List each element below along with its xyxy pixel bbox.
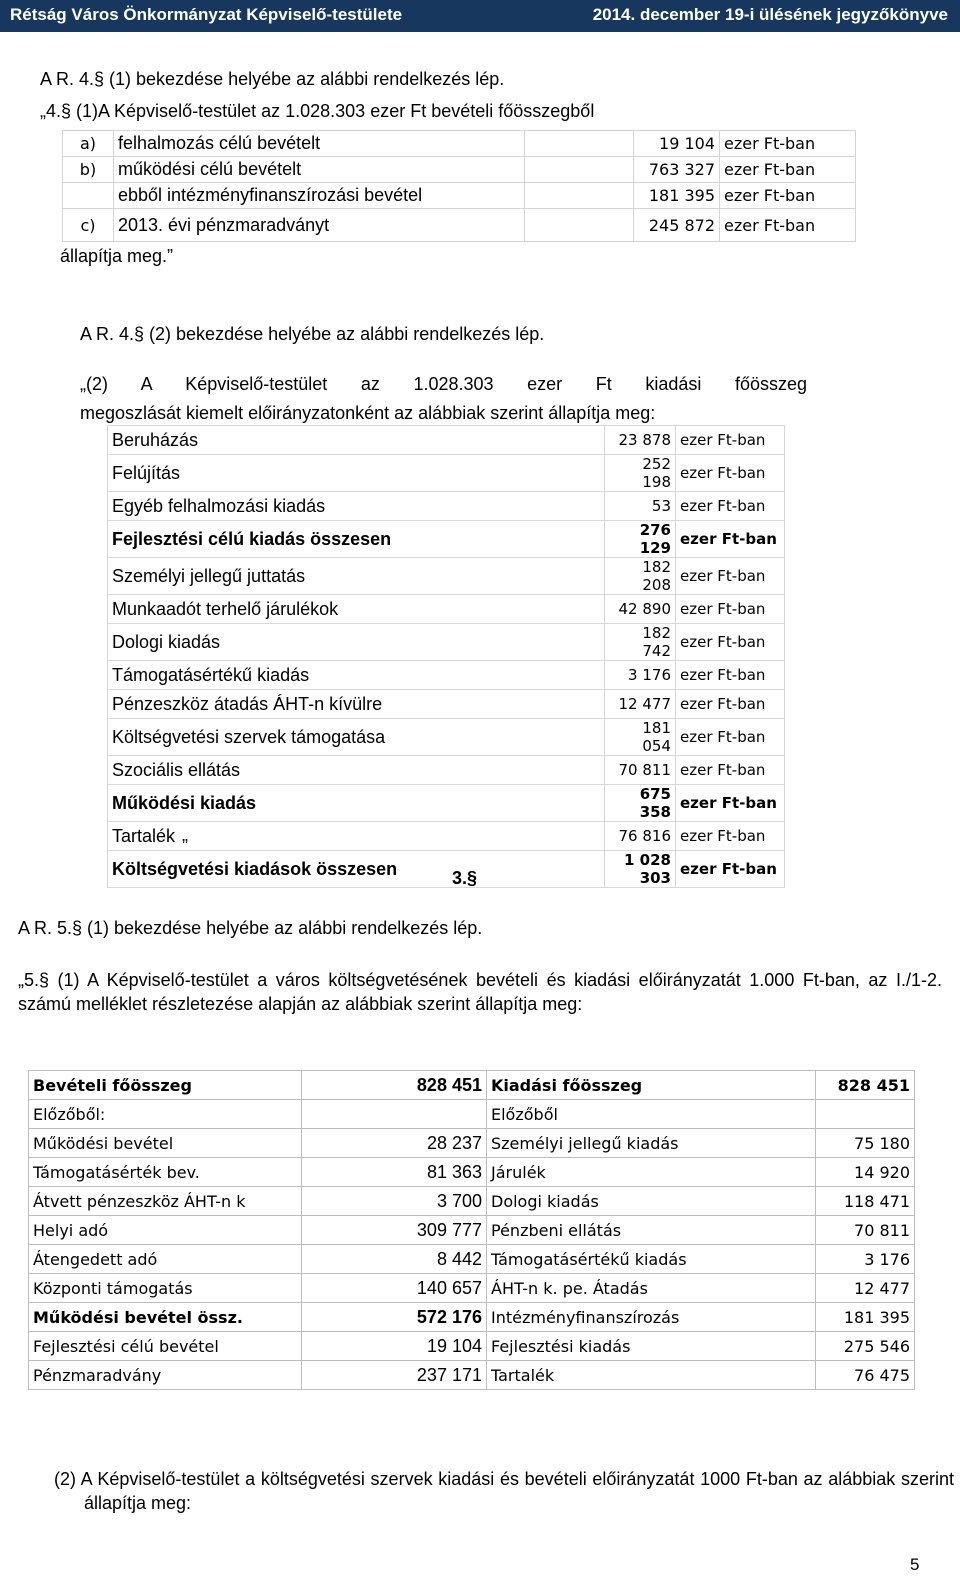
s2-intro: A R. 4.§ (2) bekezdése helyébe az alábbi rendelkezés lép. — [80, 324, 545, 344]
budget-revenue-value: 140 657 — [302, 1274, 487, 1303]
expense-unit: ezer Ft-ban — [676, 785, 785, 822]
revenue-spacer — [525, 157, 634, 183]
budget-expense-label: Dologi kiadás — [487, 1187, 816, 1216]
budget-revenue-value: 19 104 — [302, 1332, 487, 1361]
budget-revenue-label: Pénzmaradvány — [29, 1361, 302, 1390]
revenue-letter: b) — [63, 157, 114, 183]
budget-expense-label: Támogatásértékű kiadás — [487, 1245, 816, 1274]
revenue-description: ebből intézményfinanszírozási bevétel — [114, 183, 525, 209]
expense-row — [108, 822, 785, 851]
expense-unit: ezer Ft-ban — [676, 426, 785, 455]
budget-revenue-label: Átengedett adó — [29, 1245, 302, 1274]
expense-row — [108, 690, 785, 719]
expense-label: Költségvetési kiadások összesen — [108, 851, 605, 888]
revenue-value: 181 395 — [634, 183, 720, 209]
expense-label: Egyéb felhalmozási kiadás — [108, 492, 605, 521]
budget-revenue-label: Fejlesztési célú bevétel — [29, 1332, 302, 1361]
expense-label: Beruházás — [108, 426, 605, 455]
expense-unit: ezer Ft-ban — [676, 521, 785, 558]
expense-row — [108, 455, 785, 492]
budget-expense-label: Kiadási főösszeg — [487, 1071, 816, 1100]
s3-paragraph: „5.§ (1) A Képviselő-testület a város költségvetésének bevételi és kiadási előirányzatát 1.000 Ft-ban, az I./1-2. számú melléklet részletezése alapján az alábbiak szerint állapítja meg: — [18, 970, 942, 1014]
budget-row — [29, 1187, 915, 1216]
budget-expense-label: Előzőből — [487, 1100, 816, 1129]
budget-row — [29, 1303, 915, 1332]
s2-closing: ” — [182, 836, 188, 856]
budget-expense-value: 76 475 — [816, 1361, 915, 1390]
expense-row — [108, 595, 785, 624]
expense-unit: ezer Ft-ban — [676, 558, 785, 595]
budget-row — [29, 1245, 915, 1274]
budget-row — [29, 1071, 915, 1100]
expense-unit: ezer Ft-ban — [676, 492, 785, 521]
expense-row — [108, 558, 785, 595]
expense-label: Tartalék — [108, 822, 605, 851]
revenue-spacer — [525, 209, 634, 242]
revenue-unit: ezer Ft-ban — [720, 209, 856, 242]
expense-unit: ezer Ft-ban — [676, 756, 785, 785]
budget-revenue-value: 309 777 — [302, 1216, 487, 1245]
revenue-row — [63, 209, 856, 242]
expense-label: Pénzeszköz átadás ÁHT-n kívülre — [108, 690, 605, 719]
expense-value: 276 129 — [605, 521, 676, 558]
budget-expense-value: 181 395 — [816, 1303, 915, 1332]
expenses-table — [107, 425, 785, 888]
expense-label: Támogatásértékű kiadás — [108, 661, 605, 690]
budget-revenue-value: 28 237 — [302, 1129, 487, 1158]
expense-row — [108, 756, 785, 785]
revenue-letter: c) — [63, 209, 114, 242]
s3-paragraph-2: (2) A Képviselő-testület a költségvetési szervek kiadási és bevételi előirányzatát 1000 Ft-ban az alábbiak szerint állapítja meg: — [54, 1469, 954, 1513]
budget-expense-label: Tartalék — [487, 1361, 816, 1390]
budget-expense-label: ÁHT-n k. pe. Átadás — [487, 1274, 816, 1303]
budget-revenue-label: Átvett pénzeszköz ÁHT-n k — [29, 1187, 302, 1216]
budget-revenue-value: 8 442 — [302, 1245, 487, 1274]
expense-label: Dologi kiadás — [108, 624, 605, 661]
expense-label: Fejlesztési célú kiadás összesen — [108, 521, 605, 558]
revenue-description: felhalmozás célú bevételt — [114, 131, 525, 157]
revenue-description: működési célú bevételt — [114, 157, 525, 183]
page-number: 5 — [910, 1555, 920, 1574]
expense-unit: ezer Ft-ban — [676, 624, 785, 661]
budget-revenue-label: Működési bevétel — [29, 1129, 302, 1158]
budget-revenue-label: Bevételi főösszeg — [29, 1071, 302, 1100]
expense-value: 182 208 — [605, 558, 676, 595]
budget-expense-value: 75 180 — [816, 1129, 915, 1158]
revenue-unit: ezer Ft-ban — [720, 157, 856, 183]
expense-unit: ezer Ft-ban — [676, 455, 785, 492]
expense-label: Szociális ellátás — [108, 756, 605, 785]
budget-expense-value: 828 451 — [816, 1071, 915, 1100]
budget-expense-label: Pénzbeni ellátás — [487, 1216, 816, 1245]
revenue-unit: ezer Ft-ban — [720, 183, 856, 209]
budget-revenue-value: 237 171 — [302, 1361, 487, 1390]
expense-value: 76 816 — [605, 822, 676, 851]
budget-expense-value: 12 477 — [816, 1274, 915, 1303]
expense-value: 182 742 — [605, 624, 676, 661]
budget-expense-label: Fejlesztési kiadás — [487, 1332, 816, 1361]
expense-row — [108, 661, 785, 690]
budget-expense-value: 14 920 — [816, 1158, 915, 1187]
budget-expense-value: 275 546 — [816, 1332, 915, 1361]
expense-value: 70 811 — [605, 756, 676, 785]
revenue-row — [63, 157, 856, 183]
s1-closing: állapítja meg.” — [60, 246, 174, 266]
expense-unit: ezer Ft-ban — [676, 719, 785, 756]
expense-row — [108, 521, 785, 558]
expense-label: Személyi jellegű juttatás — [108, 558, 605, 595]
budget-expense-value — [816, 1100, 915, 1129]
page-header — [0, 0, 960, 32]
budget-revenue-label: Támogatásérték bev. — [29, 1158, 302, 1187]
expense-value: 181 054 — [605, 719, 676, 756]
expense-label: Költségvetési szervek támogatása — [108, 719, 605, 756]
budget-row — [29, 1332, 915, 1361]
s1-intro: A R. 4.§ (1) bekezdése helyébe az alábbi rendelkezés lép. — [40, 69, 505, 89]
revenue-value: 763 327 — [634, 157, 720, 183]
s3-intro: A R. 5.§ (1) bekezdése helyébe az alábbi rendelkezés lép. — [18, 918, 483, 938]
expense-value: 3 176 — [605, 661, 676, 690]
revenue-description: 2013. évi pénzmaradványt — [114, 209, 525, 242]
s2-paragraph-line1: „(2) A Képviselő-testület az 1.028.303 ezer Ft kiadási főösszeg — [80, 374, 807, 394]
expense-row — [108, 719, 785, 756]
expense-unit: ezer Ft-ban — [676, 851, 785, 888]
expense-row — [108, 785, 785, 822]
budget-revenue-label: Előzőből: — [29, 1100, 302, 1129]
expense-row — [108, 851, 785, 888]
revenue-table — [62, 130, 856, 242]
budget-revenue-value: 572 176 — [302, 1303, 487, 1332]
revenue-spacer — [525, 131, 634, 157]
expense-value: 675 358 — [605, 785, 676, 822]
expense-unit: ezer Ft-ban — [676, 661, 785, 690]
expense-row — [108, 492, 785, 521]
revenue-value: 245 872 — [634, 209, 720, 242]
revenue-unit: ezer Ft-ban — [720, 131, 856, 157]
revenue-row — [63, 131, 856, 157]
expense-value: 1 028 303 — [605, 851, 676, 888]
expense-value: 23 878 — [605, 426, 676, 455]
expense-label: Munkaadót terhelő járulékok — [108, 595, 605, 624]
s1-paragraph: „4.§ (1)A Képviselő-testület az 1.028.303 ezer Ft bevételi főösszegből — [40, 101, 595, 121]
revenue-value: 19 104 — [634, 131, 720, 157]
budget-revenue-label: Működési bevétel össz. — [29, 1303, 302, 1332]
budget-revenue-label: Központi támogatás — [29, 1274, 302, 1303]
budget-expense-label: Járulék — [487, 1158, 816, 1187]
expense-value: 42 890 — [605, 595, 676, 624]
budget-row — [29, 1100, 915, 1129]
budget-row — [29, 1274, 915, 1303]
header-council-name: Rétság Város Önkormányzat Képviselő-testülete — [10, 5, 403, 24]
budget-revenue-value: 828 451 — [302, 1071, 487, 1100]
revenue-spacer — [525, 183, 634, 209]
expense-unit: ezer Ft-ban — [676, 690, 785, 719]
budget-row — [29, 1158, 915, 1187]
budget-row — [29, 1361, 915, 1390]
expense-row — [108, 624, 785, 661]
expense-label: Felújítás — [108, 455, 605, 492]
s2-paragraph-line2: megoszlását kiemelt előirányzatonként az alábbiak szerint állapítja meg: — [80, 403, 656, 423]
section-number: 3.§ — [452, 868, 478, 888]
expense-value: 12 477 — [605, 690, 676, 719]
budget-expense-label: Intézményfinanszírozás — [487, 1303, 816, 1332]
budget-row — [29, 1216, 915, 1245]
revenue-letter: a) — [63, 131, 114, 157]
budget-revenue-label: Helyi adó — [29, 1216, 302, 1245]
budget-expense-value: 3 176 — [816, 1245, 915, 1274]
expense-value: 252 198 — [605, 455, 676, 492]
budget-revenue-value — [302, 1100, 487, 1129]
budget-expense-value: 118 471 — [816, 1187, 915, 1216]
budget-row — [29, 1129, 915, 1158]
budget-table — [28, 1070, 915, 1390]
budget-expense-label: Személyi jellegű kiadás — [487, 1129, 816, 1158]
expense-row — [108, 426, 785, 455]
header-meeting-date: 2014. december 19-i ülésének jegyzőkönyve — [592, 5, 948, 24]
expense-unit: ezer Ft-ban — [676, 595, 785, 624]
expense-label: Működési kiadás — [108, 785, 605, 822]
revenue-row — [63, 183, 856, 209]
budget-revenue-value: 3 700 — [302, 1187, 487, 1216]
budget-revenue-value: 81 363 — [302, 1158, 487, 1187]
revenue-letter — [63, 183, 114, 209]
expense-value: 53 — [605, 492, 676, 521]
budget-expense-value: 70 811 — [816, 1216, 915, 1245]
expense-unit: ezer Ft-ban — [676, 822, 785, 851]
